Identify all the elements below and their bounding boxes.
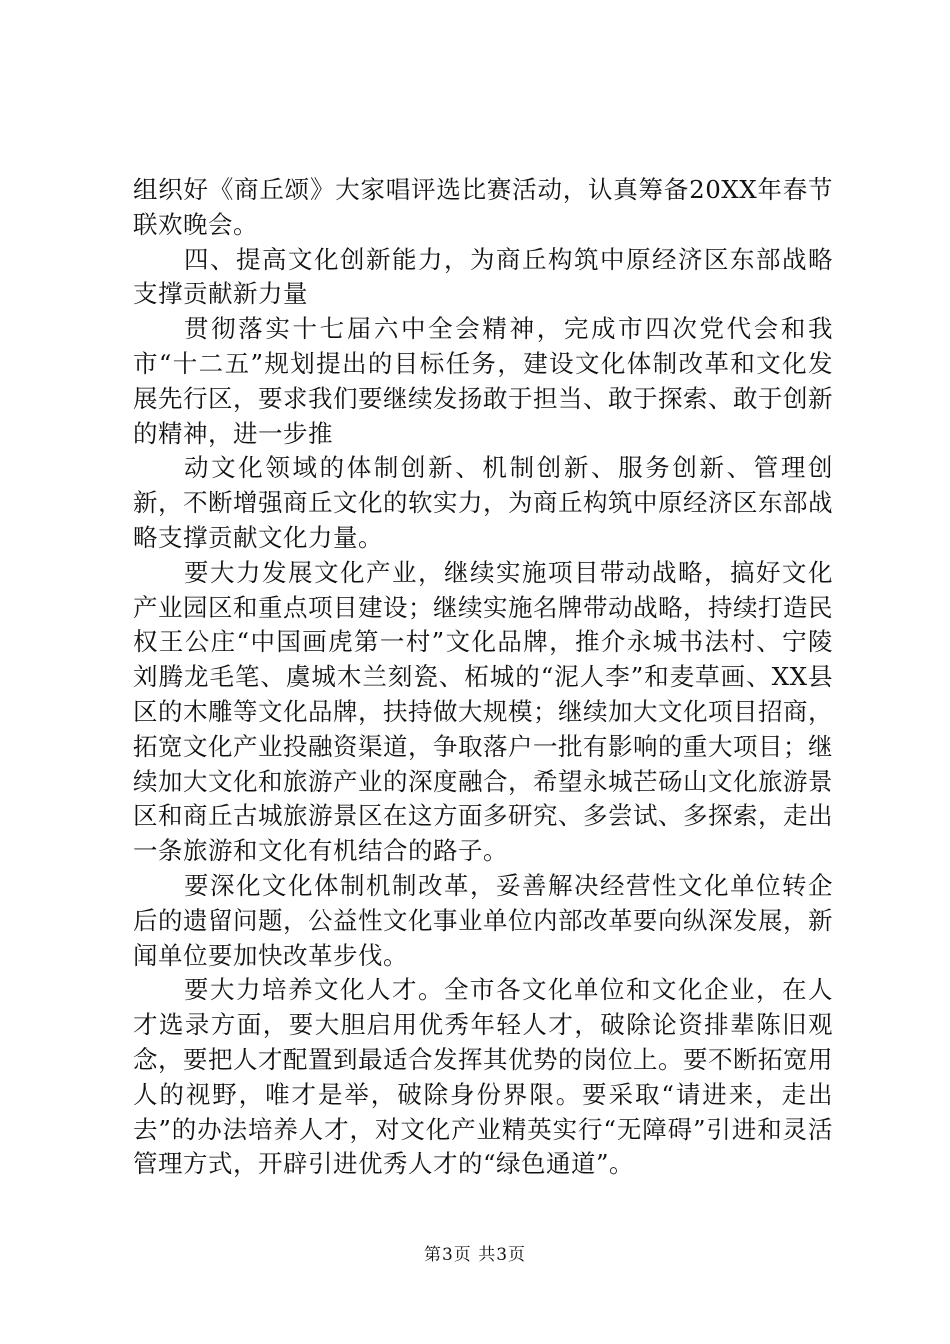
paragraph-1: 组织好《商丘颂》大家唱评选比赛活动，认真筹备20XX年春节联欢晚会。 [133,175,833,239]
paragraph-5: 要大力发展文化产业，继续实施项目带动战略，搞好文化产业园区和重点项目建设；继续实施名牌带动战略，持续打造民权王公庄“中国画虎第一村”文化品牌，推介永城书法村、宁陵刘腾龙毛笔、虞城木兰刻瓷、柘城的“泥人李”和麦草画、XX县区的木雕等文化品牌，扶持做大规模；继续加大文化项目招商，拓宽文化产业投融资渠道，争取落户一批有影响的重大项目；继续加大文化和旅游产业的深度融合，希望永城芒砀山文化旅游景区和商丘古城旅游景区在这方面多研究、多尝试、多探索，走出一条旅游和文化有机结合的路子。 [133,557,833,866]
document-body [133,173,833,1182]
paragraph-6: 要深化文化体制机制改革，妥善解决经营性文化单位转企后的遗留问题，公益性文化事业单位内部改革要向纵深发展，新闻单位要加快改革步伐。 [133,870,833,970]
paragraph-2-section-heading: 四、提高文化创新能力，为商丘构筑中原经济区东部战略支撑贡献新力量 [133,244,833,309]
paragraph-7: 要大力培养文化人才。全市各文化单位和文化企业，在人才选录方面，要大胆启用优秀年轻人才，破除论资排辈陈旧观念，要把人才配置到最适合发挥其优势的岗位上。要不断拓宽用人的视野，唯才是举，破除身份界限。要采取“请进来，走出去”的办法培养人才，对文化产业精英实行“无障碍”引进和灵活管理方式，开辟引进优秀人才的“绿色通道”。 [133,975,833,1179]
paragraph-3: 贯彻落实十七届六中全会精神，完成市四次党代会和我市“十二五”规划提出的目标任务，建设文化体制改革和文化发展先行区，要求我们要继续发扬敢于担当、敢于探索、敢于创新的精神，进一步推 [133,314,833,448]
page-number-footer: 第3页 共3页 [423,1245,527,1265]
paragraph-4: 动文化领域的体制创新、机制创新、服务创新、管理创新，不断增强商丘文化的软实力，为商丘构筑中原经济区东部战略支撑贡献文化力量。 [133,453,833,552]
